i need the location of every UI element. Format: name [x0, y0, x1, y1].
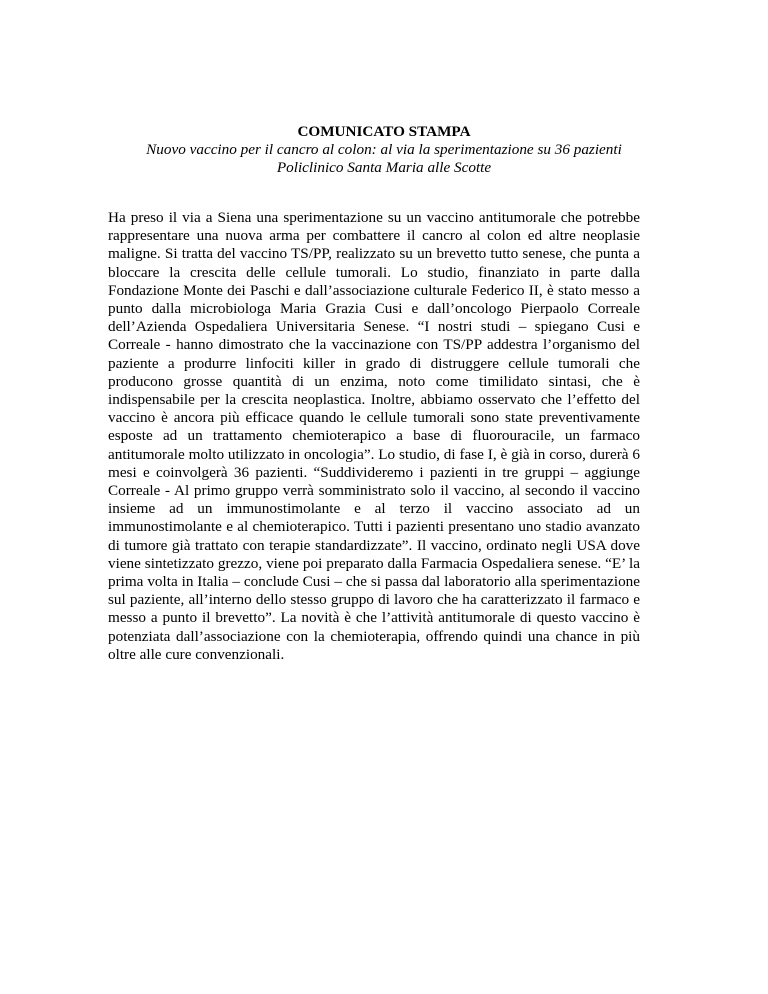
document-title: COMUNICATO STAMPA [297, 123, 471, 140]
document-body: Ha preso il via a Siena una sperimentazione su un vaccino antitumorale che potrebbe rappresentare una nuova arma per combattere il cancro al colon ed altre neoplasie maligne. Si tratta del vaccino TS/PP, realizzato su un brevetto tutto senese, che punta a bloccare la crescita delle cellule tumorali. Lo studio, finanziato in parte dalla Fondazione Monte dei Paschi e dall’associazione culturale Federico II, è stato messo a punto dalla microbiologa Maria Grazia Cusi e dall’oncologo Pierpaolo Correale dell’Azienda Ospedaliera Universitaria Senese. “I nostri studi – spiegano Cusi e Correale - hanno dimostrato che la vaccinazione con TS/PP addestra l’organismo del paziente a produrre linfociti killer in grado di distruggere cellule tumorali che producono grosse quantità di un enzima, noto come timilidato sintasi, che è indispensabile per la crescita neoplastica. Inoltre, abbiamo osservato che l’effetto del vaccino è ancora più efficace quando le cellule tumorali sono state preventivamente esposte ad un trattamento chemioterapico a base di fluorouracile, un farmaco antitumorale molto utilizzato in oncologia”. Lo studio, di fase I, è già in corso, durerà 6 mesi e coinvolgerà 36 pazienti. “Suddivideremo i pazienti in tre gruppi – aggiunge Correale - Al primo gruppo verrà somministrato solo il vaccino, al secondo il vaccino insieme ad un immunostimolante e al terzo il vaccino associato ad un immunostimolante e al chemioterapico. Tutti i pazienti presentano uno stadio avanzato di tumore già trattato con terapie standardizzate”. Il vaccino, ordinato negli USA dove viene sintetizzato grezzo, viene poi preparato dalla Farmacia Ospedaliera senese. “E’ la prima volta in Italia – conclude Cusi – che si passa dal laboratorio alla sperimentazione sul paziente, all’interno dello stesso gruppo di lavoro che ha caratterizzato il farmaco e messo a punto il brevetto”. La novità è che l’attività antitumorale di questo vaccino è potenziata dall’associazione con la chemioterapia, offrendo quindi una chance in più oltre alle cure convenzionali. [108, 209, 640, 663]
document-subtitle: Nuovo vaccino per il cancro al colon: al via la sperimentazione su 36 pazienti [146, 141, 622, 159]
document-header [0, 123, 768, 178]
document-location: Policlinico Santa Maria alle Scotte [276, 159, 492, 177]
